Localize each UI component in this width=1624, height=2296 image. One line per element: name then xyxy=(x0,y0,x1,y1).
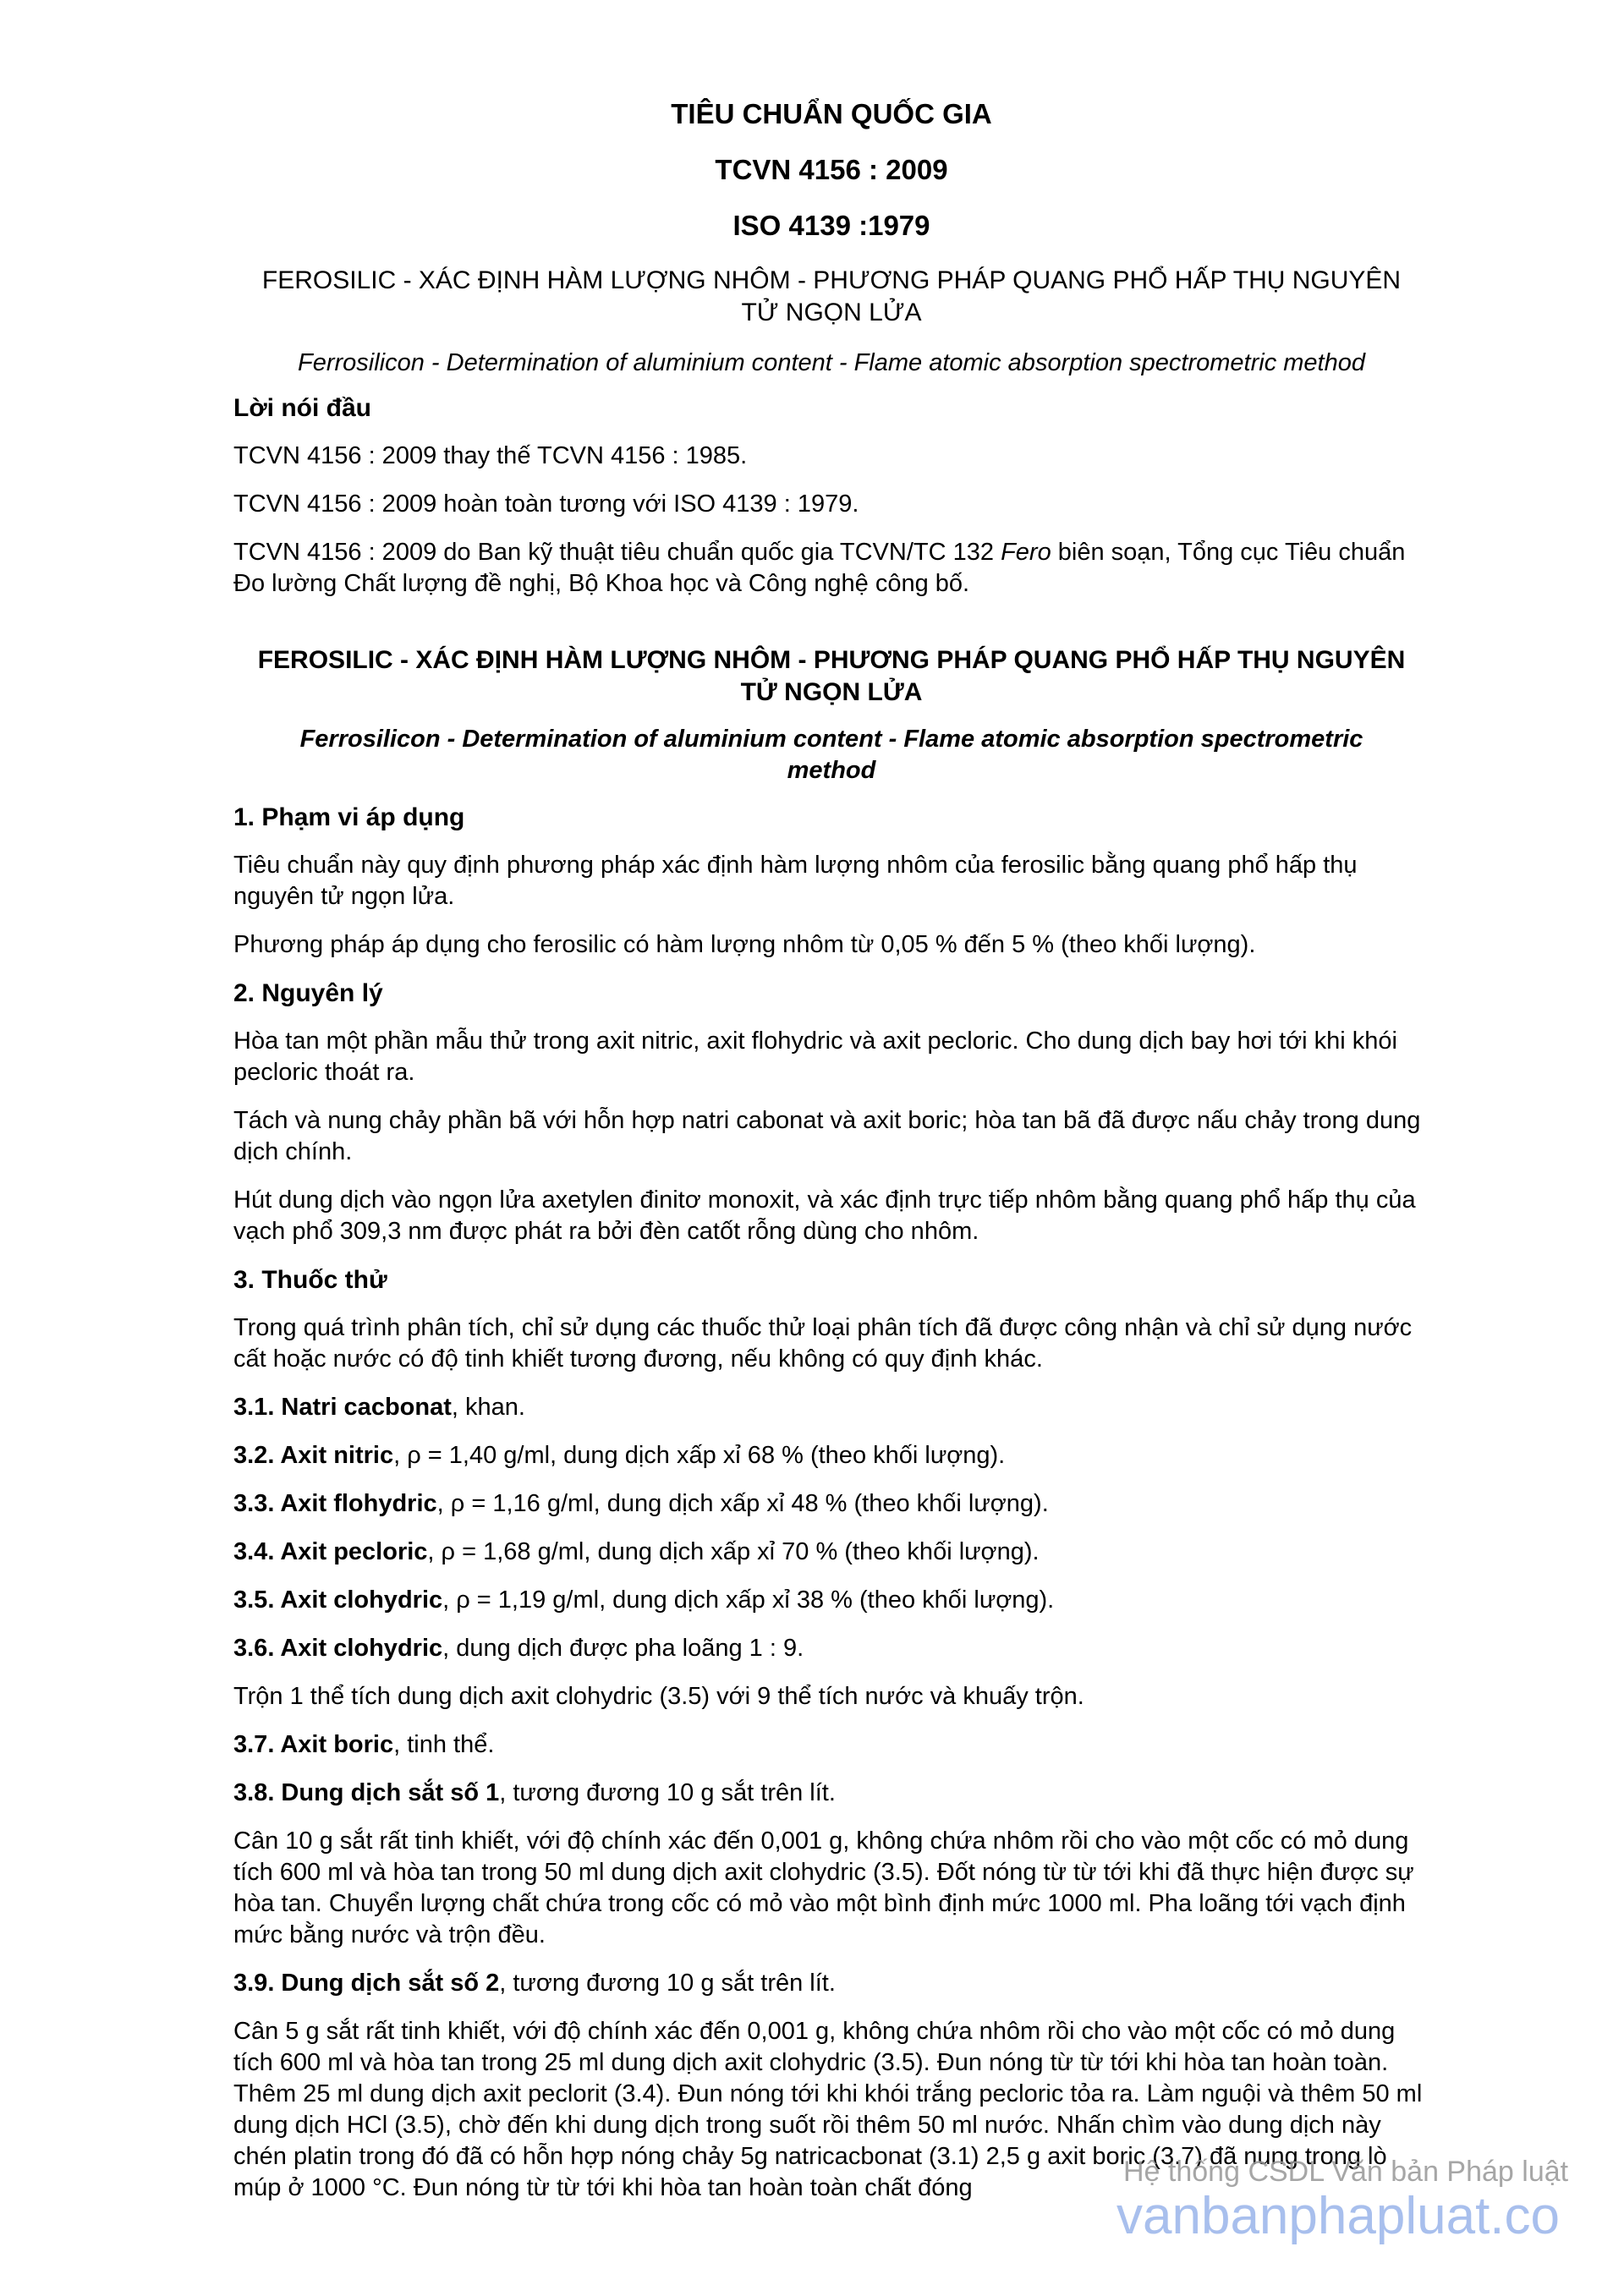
iso-number: ISO 4139 :1979 xyxy=(732,210,930,241)
section-2-paragraph-2: Tách và nung chảy phần bã với hỗn hợp natri cabonat và axit boric; hòa tan bã đã được nấu chảy trong dung dịch chính. xyxy=(233,1107,1421,1165)
reagent-3-9-detail: Cân 5 g sắt rất tinh khiết, với độ chính xác đến 0,001 g, không chứa nhôm rồi cho vào một cốc có mỏ dung tích 600 ml và hòa tan trong 25 ml dung dịch axit clohydric (3.5). Đun nóng từ từ tới khi hòa tan hoàn toàn. Thêm 25 ml dung dịch axit peclorit (3.4). Đun nóng tới khi khói trắng pecloric tỏa ra. Làm nguội và thêm 50 ml dung dịch HCl (3.5), chờ đến khi dung dịch trong suốt rồi thêm 50 ml nước. Nhấn chìm vào dung dịch này chén platin trong đó đã có hỗn hợp nóng chảy 5g natricacbonat (3.1) 2,5 g axit boric (3.7) đã nung trong lò múp ở 1000 °C. Đun nóng từ từ tới khi hòa tan hoàn toàn chất đóng xyxy=(233,2018,1423,2201)
section-3-heading: 3. Thuốc thử xyxy=(233,1266,387,1294)
watermark-text: Hệ thống CSDL Văn bản Pháp luật xyxy=(1123,2156,1569,2188)
main-title-en-line1: Ferrosilicon - Determination of aluminium content - Flame atomic absorption spectrometric xyxy=(299,726,1363,753)
standard-kicker: TIÊU CHUẨN QUỐC GIA xyxy=(671,98,992,129)
document-title-vi xyxy=(233,265,1429,329)
reagent-item-3-1-text: , khan. xyxy=(451,1394,525,1421)
reagent-item-3-7-label: 3.7. Axit boric xyxy=(233,1731,394,1758)
reagent-item-3-8 xyxy=(233,1778,1429,1809)
main-title-vi-line1: FEROSILIC - XÁC ĐỊNH HÀM LƯỢNG NHÔM - PHƯƠNG PHÁP QUANG PHỔ HẤP THỤ NGUYÊN xyxy=(257,646,1406,674)
section-1-heading: 1. Phạm vi áp dụng xyxy=(233,803,465,831)
watermark-site-name: vanbanphapluat.co xyxy=(1116,2187,1561,2245)
foreword-paragraph-3-italic-term: Fero xyxy=(1001,539,1051,566)
reagent-item-3-2-text: , ρ = 1,40 g/ml, dung dịch xấp xỉ 68 % (theo khối lượng). xyxy=(393,1442,1006,1469)
main-title-vi xyxy=(233,644,1429,709)
reagent-item-3-3 xyxy=(233,1488,1429,1520)
foreword-paragraph-3-tail: biên soạn, Tổng cục Tiêu chuẩn Đo lường Chất lượng đề nghị, Bộ Khoa học và Công nghệ công bố. xyxy=(233,539,1406,597)
document-title-vi-line2: TỬ NGỌN LỬA xyxy=(741,299,922,326)
foreword-paragraph-3-lead: TCVN 4156 : 2009 do Ban kỹ thuật tiêu chuẩn quốc gia TCVN/TC 132 xyxy=(233,539,1001,566)
document-title-vi-line1: FEROSILIC - XÁC ĐỊNH HÀM LƯỢNG NHÔM - PHƯƠNG PHÁP QUANG PHỔ HẤP THỤ NGUYÊN xyxy=(261,266,1402,294)
reagent-item-3-4-label: 3.4. Axit pecloric xyxy=(233,1538,428,1565)
main-title-en-line2: method xyxy=(787,757,876,784)
reagent-item-3-1 xyxy=(233,1392,1429,1423)
reagent-item-3-4 xyxy=(233,1537,1429,1568)
foreword-paragraph-1: TCVN 4156 : 2009 thay thế TCVN 4156 : 1985. xyxy=(233,442,748,469)
reagent-item-3-7 xyxy=(233,1729,1429,1761)
section-2-heading: 2. Nguyên lý xyxy=(233,979,383,1007)
section-1-paragraph-1: Tiêu chuẩn này quy định phương pháp xác định hàm lượng nhôm của ferosilic bằng quang phổ hấp thụ nguyên tử ngọn lửa. xyxy=(233,852,1358,910)
reagent-item-3-6 xyxy=(233,1633,1429,1664)
reagent-item-3-7-text: , tinh thể. xyxy=(393,1731,495,1758)
section-2-paragraph-3: Hút dung dịch vào ngọn lửa axetylen đinitơ monoxit, và xác định trực tiếp nhôm bằng quang phổ hấp thụ của vạch phổ 309,3 nm được phát ra bởi đèn catốt rỗng dùng cho nhôm. xyxy=(233,1186,1416,1245)
reagent-item-3-5-text: , ρ = 1,19 g/ml, dung dịch xấp xỉ 38 % (theo khối lượng). xyxy=(442,1586,1055,1614)
standard-number: TCVN 4156 : 2009 xyxy=(715,154,948,185)
reagent-item-3-5 xyxy=(233,1585,1429,1616)
reagent-item-3-4-text: , ρ = 1,68 g/ml, dung dịch xấp xỉ 70 % (theo khối lượng). xyxy=(427,1538,1040,1565)
main-title-en xyxy=(233,724,1429,786)
reagent-item-3-8-text: , tương đương 10 g sắt trên lít. xyxy=(499,1779,836,1806)
reagent-item-3-9-label: 3.9. Dung dịch sắt số 2 xyxy=(233,1970,500,1997)
reagent-3-6-detail: Trộn 1 thể tích dung dịch axit clohydric (3.5) với 9 thể tích nước và khuấy trộn. xyxy=(233,1683,1084,1710)
section-3-intro: Trong quá trình phân tích, chỉ sử dụng các thuốc thử loại phân tích đã được công nhận và chỉ sử dụng nước cất hoặc nước có độ tinh khiết tương đương, nếu không có quy định khác. xyxy=(233,1314,1413,1373)
reagent-item-3-1-label: 3.1. Natri cacbonat xyxy=(233,1394,452,1421)
foreword-heading: Lời nói đầu xyxy=(233,394,371,422)
reagent-item-3-9 xyxy=(233,1968,1429,1999)
foreword-paragraph-3 xyxy=(233,537,1429,600)
reagent-item-3-8-label: 3.8. Dung dịch sắt số 1 xyxy=(233,1779,500,1806)
reagent-item-3-6-label: 3.6. Axit clohydric xyxy=(233,1635,443,1662)
foreword-paragraph-2: TCVN 4156 : 2009 hoàn toàn tương với ISO 4139 : 1979. xyxy=(233,490,859,518)
reagent-item-3-5-label: 3.5. Axit clohydric xyxy=(233,1586,443,1614)
reagent-item-3-6-text: , dung dịch được pha loãng 1 : 9. xyxy=(442,1635,804,1662)
reagent-item-3-2-label: 3.2. Axit nitric xyxy=(233,1442,394,1469)
section-1-paragraph-2: Phương pháp áp dụng cho ferosilic có hàm lượng nhôm từ 0,05 % đến 5 % (theo khối lượng). xyxy=(233,931,1256,958)
reagent-item-3-2 xyxy=(233,1440,1429,1471)
document-title-en: Ferrosilicon - Determination of aluminium content - Flame atomic absorption spectrometric method xyxy=(298,349,1365,376)
reagent-3-8-detail: Cân 10 g sắt rất tinh khiết, với độ chính xác đến 0,001 g, không chứa nhôm rồi cho vào một cốc có mỏ dung tích 600 ml và hòa tan trong 50 ml dung dịch axit clohydric (3.5). Đốt nóng từ từ tới khi đã thực hiện được sự hòa tan. Chuyển lượng chất chứa trong cốc có mỏ vào một bình định mức 1000 ml. Pha loãng tới vạch định mức bằng nước và trộn đều. xyxy=(233,1827,1414,1948)
section-2-paragraph-1: Hòa tan một phần mẫu thử trong axit nitric, axit flohydric và axit pecloric. Cho dung dịch bay hơi tới khi khói pecloric thoát ra. xyxy=(233,1027,1397,1086)
reagent-item-3-3-text: , ρ = 1,16 g/ml, dung dịch xấp xỉ 48 % (theo khối lượng). xyxy=(436,1490,1049,1517)
reagent-item-3-3-label: 3.3. Axit flohydric xyxy=(233,1490,437,1517)
reagent-item-3-9-text: , tương đương 10 g sắt trên lít. xyxy=(499,1970,836,1997)
main-title-vi-line2: TỬ NGỌN LỬA xyxy=(740,678,923,706)
